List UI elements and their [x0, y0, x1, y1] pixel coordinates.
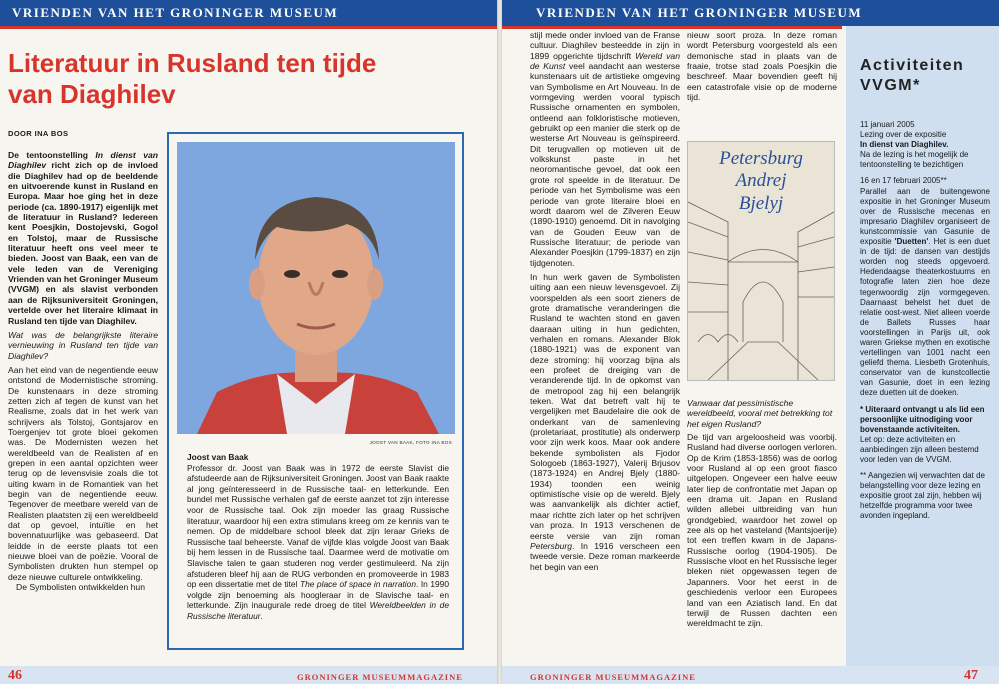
article-title: Literatuur in Rusland ten tijde van Diaghilev [8, 48, 377, 109]
answer-1-end: De Symbolisten ontwikkelden hun [16, 582, 145, 593]
photo-credit: JOOST VAN BAAK, FOTO INA BOS [369, 440, 452, 445]
caption-text-3: . [260, 610, 263, 621]
left-column [8, 150, 158, 596]
novel-title: Petersburg [530, 540, 573, 551]
right-column-1 [530, 30, 680, 576]
event-2 [860, 176, 990, 398]
photo-caption [187, 452, 449, 622]
caption-text: Professor dr. Joost van Baak was in 1972 de eerste Slavist die afstudeerde aan de Rijksuniversiteit Groningen. Joost van Baak raakte al jong geïnteresseerd in de Russische taal- en letterkunde. Een bundel met Russische verhalen gaf de eerste aanzet tot zijn interesse voor de Russische taal. Ook zijn moeder las graag Russische literatuur, waardoor hij een extra stimulans kreeg om ze kennis van te nemen. Op de middelbare school bleek dat zijn leraar Grieks de Russische taal beheerste. Vanaf de vijfde klas volgde Joost van Baak bij hem lessen in de Russische taal. Daarmee werd de motivatie om Slavische talen te gaan studeren nog verder gestimuleerd. Na zijn afstuderen bleef hij aan de RUG verbonden en promoveerde in 1983 op een dissertatie met de titel [187, 462, 449, 590]
book-title-line2: Andrej [735, 170, 787, 191]
book-title-line1: Petersburg [719, 148, 803, 169]
activities-sidebar [846, 26, 999, 684]
portrait-photo [177, 142, 455, 434]
sidebar-body [860, 120, 990, 528]
para-text-rest: veel aandacht aan westerse kunstenaars uit de artistieke omgeving van Symbolisme en Art Nouveau. In de vormgeving werden vooral typisch Russische ornamenten en symbolen, ontleend aan folkloristische motieven, gebruikt op een manier die sterk op de westerse Art Nouveau is geïnspireerd. Dit terugvallen op motieven uit de volkskunst paste in het neoromantische gevoel, dat ook een grote rol speelde in de literatuur. De periode van het Symbolisme was een periode van grote literaire bloei en wordt daarom wel de Zilveren Eeuw (1890-1910) genoemd. Dit in navolging van de Gouden Eeuw van de Russische literatuur; de periode van Alexander Poesjkin (1799-1837) en zijn tijdgenoten. [530, 61, 681, 268]
banner-rule [0, 26, 497, 29]
photo-box [167, 132, 464, 650]
magazine-name: GRONINGER MUSEUMMAGAZINE [530, 672, 696, 682]
page-number: 46 [8, 668, 22, 683]
portrait-illustration [177, 142, 455, 434]
page-number: 47 [964, 668, 978, 683]
paragraph-symbolists [530, 272, 680, 572]
right-page [502, 0, 999, 684]
event-2-exhibition: 'Duetten' [894, 237, 929, 247]
right-column-2-top [687, 30, 837, 106]
para-text-rest: . In 1916 verscheen een tweede versie. Deze roman markeerde het begin van een [530, 540, 680, 572]
intro-text: De tentoonstelling [8, 150, 96, 160]
paragraph-new-prose: nieuw soort proza. In deze roman wordt Petersburg voorgesteld als een demonische stad in plaats van de fraaie, trotse stad zoals Poesjkin die beschreef. Maar bovendien geeft hij een catastrofale visie op de moderne tijd. [687, 30, 837, 103]
question-1: Wat was de belangrijkste literaire vernieuwing in Rusland ten tijde van Diaghilev? [8, 329, 158, 361]
intro-text-rest: richt zich op de invloed die Diaghilev had op de beeldende en uitvoerende kunst in Rusland en Europa. Maar hoe ging het in deze periode (ca. 1890-1917) eigenlijk met de literatuur in Rusland? Iedereen kent Poesjkin, Dostojevski, Gogol en Tolstoj, maar de Russische literatuur heeft ons veel meer te bieden. Joost van Baak, een van de vele leden van de Vereniging Vrienden van het Groninger Museum (VVGM) en als slavist verbonden aan de Rijksuniversiteit Groningen, vertelde over het literaire klimaat in Rusland ten tijde van Diaghilev. [8, 160, 158, 326]
caption-body [187, 463, 449, 622]
magazine-name: GRONINGER MUSEUMMAGAZINE [297, 672, 463, 682]
event-2-date: 16 en 17 februari 2005** [860, 176, 947, 186]
event-1-line: Lezing over de expositie [860, 130, 947, 140]
exhibition-title: In dienst van Diaghilev [8, 150, 158, 171]
left-page [0, 0, 497, 684]
byline: DOOR INA BOS [8, 129, 69, 138]
answer-1: Aan het eind van de negentiende eeuw ontstond de Modernistische stroming. De kunstenaars in deze stroming zetten zich af tegen de kunst van het Realisme, zoals dat in het werk van schrijvers als Tolstoj, Gontsjarov en Toergenjev tot grote bloei gekomen was. De Modernisten wezen het wereldbeeld van de Realisten af en grepen in een aantal opzichten weer terug op de levensvisie zoals die tot uiting kwam in de Romantiek van het begin van de negentiende eeuw. Tegenover de meetbare wereld van de Realisten plaatsten zij een wereldbeeld dat op gevoel, intuïtie en het bovennatuurlijke was gebaseerd. Dat leidde in de eerste plaats tot een nieuwe bloei van de poëzie. Vooral de Symbolisten drukten hun stempel op deze nieuwe culturele ontwikkeling. [8, 364, 158, 582]
banner-rule [502, 26, 842, 29]
magazine-title: Wereld van de Kunst [530, 50, 680, 72]
header-banner: VRIENDEN VAN HET GRONINGER MUSEUM [502, 0, 999, 26]
header-banner: VRIENDEN VAN HET GRONINGER MUSEUM [0, 0, 497, 26]
caption-text-2: . In 1990 volgde zijn benoeming als hoogleraar in de Slavische taal- en letterkunde. Zijn inaugurale rede droeg de titel [187, 579, 449, 611]
inaugural-title: Wereldbeelden in de Russische literatuur [187, 600, 449, 621]
intro-paragraph [8, 150, 158, 326]
event-1 [860, 120, 990, 170]
answer-2: De tijd van argeloosheid was voorbij. Rusland had diverse oorlogen verloren. Op de Krim (1853-1856) was de oorlog voor Rusland al op een groot fiasco uitgelopen. Ongeveer een halve eeuw later liep de confrontatie met Japan op een drama uit. Japan en Rusland wilden allebei uitbreiding van hun grondgebied, waardoor het zowel op zee als op het vasteland (Mantsjoerije) tot een treffen kwam in de Japans-Russische oorlog (1904-1905). De Russische vloot en het Russische leger bleken niet opgewassen tegen de Japanners. Voor het eerst in de geschiedenis verloor een Europees land van een Aziatisch land. En dat terwijl de Russen dachten een wereldmacht te zijn. [687, 432, 838, 629]
note-1-sub: Let op: deze activiteiten en aanbiedingen zijn alleen bestemd voor leden van de VVGM. [860, 434, 979, 464]
para-text: In hun werk gaven de Symbolisten uiting aan een nieuw levensgevoel. Zij voorspelden als een soort zieners de grote dramatische veranderingen die Rusland te wachten stond en gaven daaraan uiting in hun gedichten, verhalen en romans. Alexander Blok (1880-1921) was de exponent van deze stroming: hij voorzag bijna als een profeet de dreiging van de veranderende tijd. In de opkomst van de metropool zag hij een belangrijk teken. Wat dat betreft valt hij te vergelijken met Baudelaire die ook de onderkant van de samenleving (proletariaat, prostitutie) als onderwerp voor zijn werk koos. Maar ook andere bekende symbolisten als Fjodor Sologoeb (1863-1927), Valerij Brjusov (1873-1924) en Andrej Bjely (1880-1934) toonden een weinig optimistische visie op de wereld. Bjely was aanvankelijk als dichter actief, maar richtte zich later op het schrijven van proza. In 1913 verschenen de eerste versie van zijn roman [530, 271, 680, 541]
note-1: * Uiteraard ontvangt u als lid een persoonlijke uitnodiging voor bovenstaande activiteiten. [860, 404, 985, 434]
paragraph-symbolism [530, 30, 680, 268]
event-1-date: 11 januari 2005 [860, 120, 915, 129]
caption-name: Joost van Baak [187, 452, 249, 462]
note-2: ** Aangezien wij verwachten dat de belangstelling voor deze lezing en expositie groot zal zijn, hebben wij hetzelfde programma voor twee avonden ingepland. [860, 471, 985, 521]
question-2: Vanwaar dat pessimistische wereldbeeld, vooral met betrekking tot het eigen Rusland? [687, 398, 833, 429]
event-2-text-rest: . Het is een duet in de tijd: de dansen van destijds worden nog steeds opgevoerd. Hedendaagse theaterkostuums en fotografie laten zien hoe deze tegenwoordig zijn vormgegeven. Daarnaast behelst het duet de relatie oost-west. Niet alleen voerde de Ballets Russes haar voorstellingen in Parijs uit, ook waren Griekse mythen en exotische vertellingen van 1001 nacht een geliefd thema. Liesbeth Grotenhuis, conservator van de kunstcollectie van Gasunie, doet in een lezing deze duetten uit de doeken. [860, 237, 990, 398]
event-1-title: In dienst van Diaghilev. [860, 140, 949, 150]
event-1-desc: Na de lezing is het mogelijk de tentoonstelling te bezichtigen [860, 150, 969, 170]
sidebar-title: Activiteiten VVGM* [860, 57, 965, 94]
dissertation-title: The place of space in narration [299, 579, 416, 590]
book-cover [687, 141, 835, 381]
right-column-2-bottom [687, 432, 837, 633]
event-2-text: Parallel aan de buitengewone expositie in het Groninger Museum over de Russische mecenas en impresario Diaghilev organiseert de kunstcommissie van Gasunie de expositie [860, 186, 990, 247]
book-title-line3: Bjelyj [738, 193, 784, 214]
para-text: stijl mede onder invloed van de Franse cultuur. Diaghilev besteedde in zijn in 1899 opgerichte tijdschrift [530, 30, 680, 61]
